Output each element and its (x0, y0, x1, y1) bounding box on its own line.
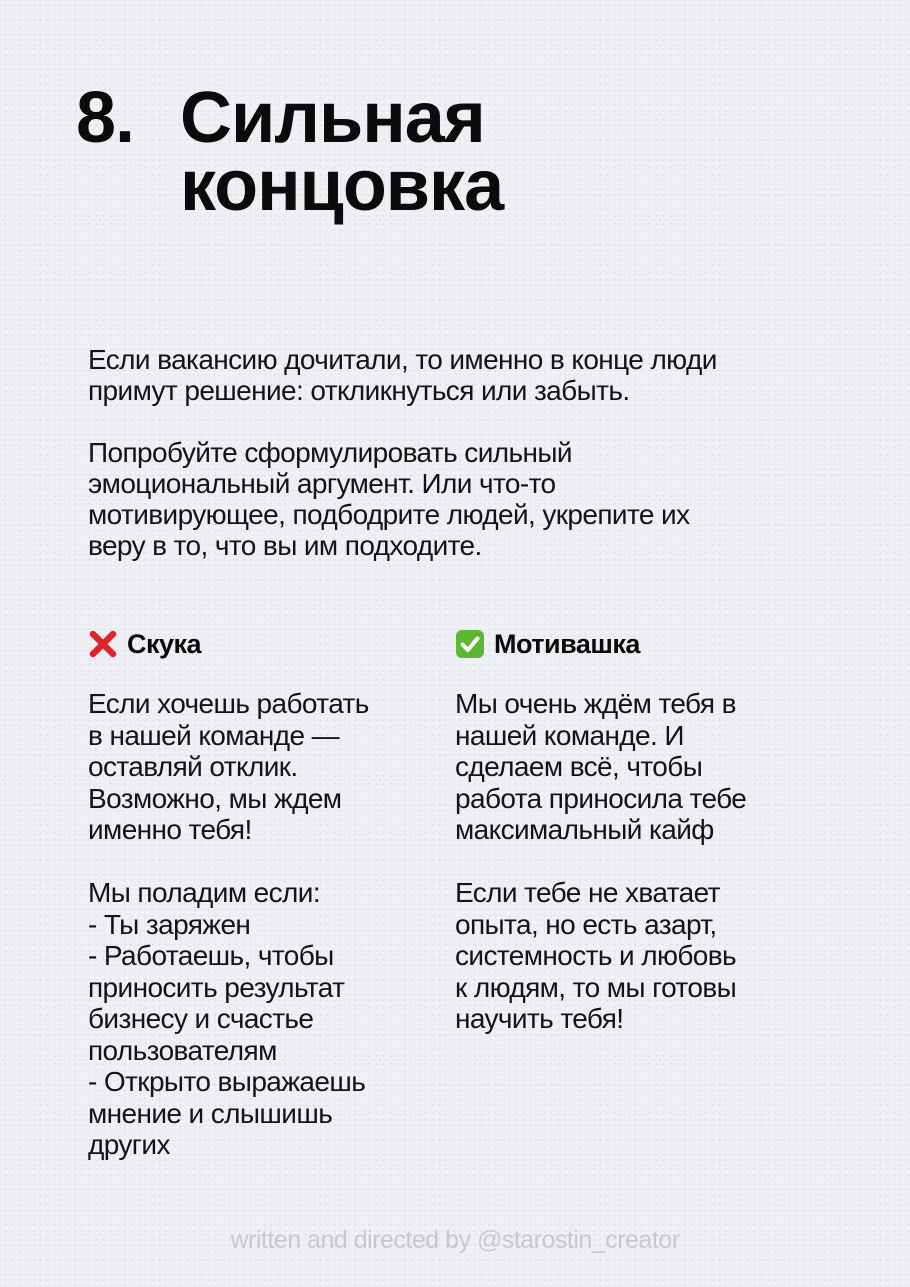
bad-example-label: Скука (127, 628, 202, 659)
title-number: 8. (76, 78, 135, 158)
bad-example-body (88, 688, 448, 1161)
footer-credit: written and directed by @starostin_creator (230, 1226, 680, 1254)
good-example-paragraph-1: Мы очень ждём тебя в нашей команде. И сделаем всё, чтобы работа приносила тебе максимальный кайф (455, 688, 747, 845)
title-line-2: концовка (180, 146, 504, 226)
good-example-header (455, 624, 815, 664)
page-title (76, 78, 504, 226)
bad-example-column (88, 624, 448, 1192)
intro-paragraph-1: Если вакансию дочитали, то именно в конце люди примут решение: откликнуться или забыть. (88, 344, 717, 406)
intro-section (88, 344, 828, 592)
bad-example-paragraph-2: Мы поладим если: - Ты заряжен - Работаешь, чтобы приносить результат бизнесу и счастье пользователям - Открыто выражаешь мнение и слышишь других (88, 877, 366, 1160)
bad-example-header (88, 624, 448, 664)
check-mark-button-icon (455, 629, 485, 659)
good-example-label: Мотивашка (494, 628, 640, 659)
bad-example-paragraph-1: Если хочешь работать в нашей команде — оставляй отклик. Возможно, мы ждем именно тебя! (88, 688, 369, 845)
cross-mark-icon (88, 629, 118, 659)
good-example-column (455, 624, 815, 1066)
title-line-1: Сильная (180, 78, 485, 158)
intro-paragraph-2: Попробуйте сформулировать сильный эмоциональный аргумент. Или что-то мотивирующее, подбодрите людей, укрепите их веру в то, что вы им подходите. (88, 437, 690, 561)
title-text (180, 78, 504, 226)
good-example-body (455, 688, 815, 1035)
good-example-paragraph-2: Если тебе не хватает опыта, но есть азарт, системность и любовь к людям, то мы готовы научить тебя! (455, 877, 737, 1034)
